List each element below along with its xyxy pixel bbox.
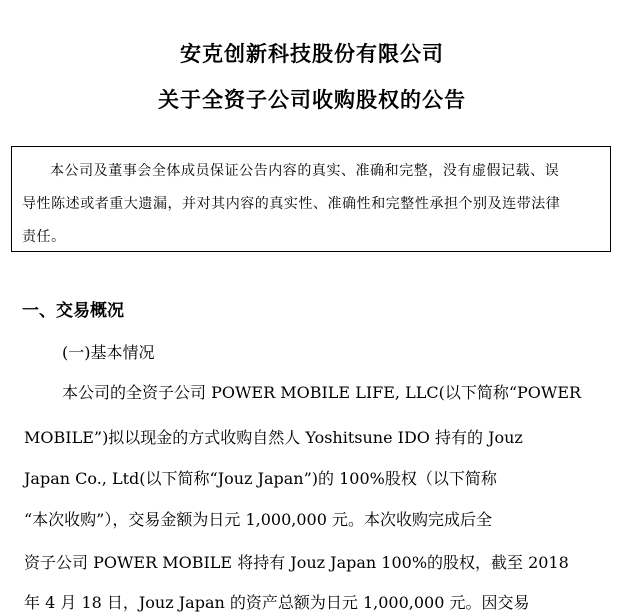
- notice-text-line-3: 责任。: [22, 229, 66, 245]
- paragraph-line: 本公司的全资子公司 POWER MOBILE LIFE, LLC(以下简称“POWER: [62, 383, 582, 402]
- page-title-line-1: 安克创新科技股份有限公司: [180, 42, 444, 66]
- section-heading: 一、交易概况: [22, 301, 124, 321]
- page-title-line-2: 关于全资子公司收购股权的公告: [158, 88, 466, 112]
- paragraph-line: “本次收购”），交易金额为日元 1,000,000 元。本次收购完成后全: [24, 510, 492, 529]
- paragraph-line: 资子公司 POWER MOBILE 将持有 Jouz Japan 100%的股权，截至 2018: [24, 553, 569, 572]
- notice-text-line-2: 导性陈述或者重大遗漏，并对其内容的真实性、准确性和完整性承担个别及连带法律: [22, 196, 561, 212]
- notice-text-line-1: 本公司及董事会全体成员保证公告内容的真实、准确和完整，没有虚假记载、误: [50, 163, 560, 179]
- subsection-heading: (一)基本情况: [62, 343, 155, 362]
- paragraph-line: 年 4 月 18 日，Jouz Japan 的资产总额为日元 1,000,000 元。因交易: [24, 593, 530, 612]
- notice-box: [11, 146, 611, 252]
- paragraph-line: Japan Co., Ltd(以下简称“Jouz Japan”)的 100%股权（以下简称: [24, 469, 497, 488]
- paragraph-line: MOBILE”)拟以现金的方式收购自然人 Yoshitsune IDO 持有的 Jouz: [24, 428, 523, 447]
